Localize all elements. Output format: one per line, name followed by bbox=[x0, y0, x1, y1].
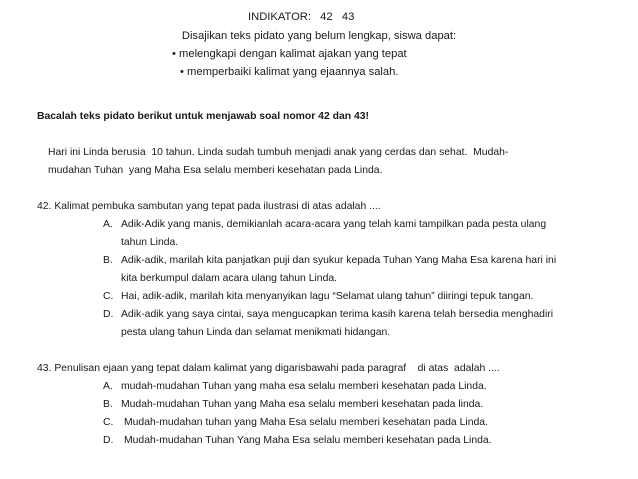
option-text: Adik-adik yang saya cintai, saya mengucapkan terima kasih karena telah bersedia menghadiri bbox=[121, 309, 554, 320]
option-letter: A. bbox=[103, 381, 113, 392]
option-text: Mudah-mudahan Tuhan yang Maha esa selalu memberi kesehatan pada linda. bbox=[121, 399, 484, 410]
question-42: 42. Kalimat pembuka sambutan yang tepat pada ilustrasi di atas adalah .... bbox=[37, 201, 381, 212]
option-letter: B. bbox=[103, 399, 113, 410]
option-text: Adik-Adik yang manis, demikianlah acara-acara yang telah kami tampilkan pada pesta ulang bbox=[121, 219, 547, 230]
option-text: Hai, adik-adik, marilah kita menyanyikan lagu “Selamat ulang tahun” diiringi tepuk tangan. bbox=[121, 291, 534, 302]
option-letter: C. bbox=[103, 417, 114, 428]
indicator-line bbox=[248, 10, 354, 24]
passage-line-2: mudahan Tuhan yang Maha Esa selalu memberi kesehatan pada Linda. bbox=[48, 165, 383, 176]
option-letter: C. bbox=[103, 291, 114, 302]
indicator-bullet-1: • melengkapi dengan kalimat ajakan yang tepat bbox=[172, 48, 407, 60]
option-text-cont: tahun Linda. bbox=[121, 237, 179, 248]
option-letter: A. bbox=[103, 219, 113, 230]
option-text-cont: kita berkumpul dalam acara ulang tahun Linda. bbox=[121, 273, 338, 284]
option-text: Adik-adik, marilah kita panjatkan puji dan syukur kepada Tuhan Yang Maha Esa karena hari ini bbox=[121, 255, 557, 266]
option-text: Mudah-mudahan Tuhan Yang Maha Esa selalu memberi kesehatan pada Linda. bbox=[124, 435, 492, 446]
indicator-label: INDIKATOR: bbox=[248, 11, 311, 23]
passage-line-1: Hari ini Linda berusia 10 tahun. Linda sudah tumbuh menjadi anak yang cerdas dan sehat. Mudah- bbox=[48, 147, 509, 158]
instruction: Bacalah teks pidato berikut untuk menjawab soal nomor 42 dan 43! bbox=[37, 111, 370, 122]
question-43: 43. Penulisan ejaan yang tepat dalam kalimat yang digarisbawahi pada paragraf di atas adalah .... bbox=[37, 363, 500, 374]
option-letter: D. bbox=[103, 435, 114, 446]
indicator-intro: Disajikan teks pidato yang belum lengkap, siswa dapat: bbox=[181, 30, 457, 42]
option-text-cont: pesta ulang tahun Linda dan selamat menikmati hidangan. bbox=[121, 327, 391, 338]
indicator-numbers: 42 43 bbox=[320, 11, 355, 23]
option-text: mudah-mudahan Tuhan yang maha esa selalu memberi kesehatan pada Linda. bbox=[121, 381, 487, 392]
option-letter: B. bbox=[103, 255, 113, 266]
indicator-bullet-2: • memperbaiki kalimat yang ejaannya salah. bbox=[180, 66, 399, 78]
option-text: Mudah-mudahan tuhan yang Maha Esa selalu memberi kesehatan pada Linda. bbox=[124, 417, 488, 428]
option-letter: D. bbox=[103, 309, 114, 320]
